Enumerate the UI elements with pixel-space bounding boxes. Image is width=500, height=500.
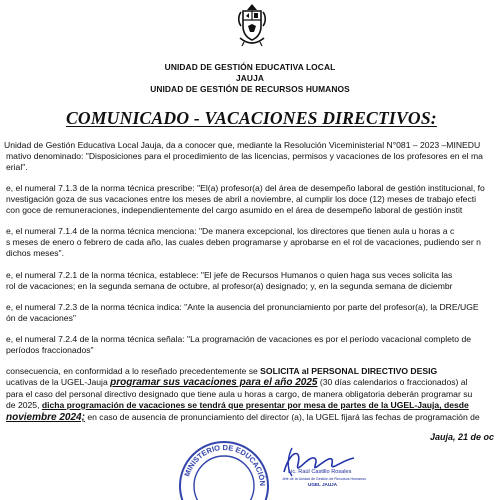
paragraph-text: ucativas de la UGEL-Jauja [6,377,111,387]
paragraph-line: e, el numeral 7.2.3 de la norma técnica indica: "Ante la ausencia del pronunciamiento por parte del profesor(a), la DRE/UGE [6,302,479,312]
signature-org: UGEL JAUJA [308,482,338,487]
signature-role: Jefe de la Unidad de Gestión de Recursos Humanos [282,477,366,481]
paragraph-line [6,377,467,388]
paragraph-text: consecuencia, en conformidad a lo reseñado precedentemente se [6,366,261,376]
paragraph-line [6,366,437,376]
paragraph-line: períodos fraccionados" [6,345,94,355]
paragraph-line: dichos meses". [6,248,64,258]
institution-stamp [176,438,272,500]
paragraph-line: e, el numeral 7.2.4 de la norma técnica señala: "La programación de vacaciones es por el período vacacional completo de [6,334,472,344]
paragraph-text: en caso de ausencia de pronunciamiento del director (a), la UGEL fijará las fechas de programación de [84,412,480,422]
page-title: COMUNICADO - VACACIONES DIRECTIVOS: [66,108,437,128]
header-line-ugel: UNIDAD DE GESTIÓN EDUCATIVA LOCAL [164,62,336,72]
paragraph-line: para el caso del personal directivo designado que tiene aula u horas a cargo, de manera obligatoria deberán programar su [6,389,473,399]
peru-coat-of-arms-icon [234,2,270,48]
paragraph-line: ón de vacaciones" [6,313,76,323]
paragraph-line: nvestigación goza de sus vacaciones entre los meses de abril a noviembre, al cumplir los doce (12) meses de trabajo efecti [6,194,477,204]
paragraph-line [6,400,469,410]
paragraph-line: con goce de remuneraciones, independientemente del cargo asumido en el área de desempeño laboral de gestión instit [6,205,463,215]
stamp-text: MINISTERIO DE EDUCACIÓN [182,442,268,487]
signature-name: Lic. Raúl Castillo Rosales [288,469,352,475]
paragraph-line: mativo denominado: "Disposiciones para el procedimiento de las licencias, permisos y vacaciones de los profesores en el ma [6,151,483,161]
paragraph-line: erial". [6,162,28,172]
header-line-jauja: JAUJA [236,73,264,83]
highlight-text: noviembre 2024; [6,412,85,423]
paragraph-text: (30 días calendarios o fraccionados) al [317,377,468,387]
document-date: Jauja, 21 de oc [430,432,495,442]
paragraph-line: Unidad de Gestión Educativa Local Jauja, da a conocer que, mediante la Resolución Viceministerial N°081 – 2023 –MINEDU [4,140,481,150]
paragraph-text: de 2025, [6,400,42,410]
highlight-text: dicha programación de vacaciones se tendrá que presentar por mesa de partes de la UGEL-Jauja, desde [41,400,469,410]
highlight-text: programar sus vacaciones para el año 2025 [110,377,318,388]
paragraph-line: e, el numeral 7.1.3 de la norma técnica prescribe: "El(a) profesor(a) del área de desempeño laboral de gestión institucional, fo [6,183,485,193]
paragraph-line: e, el numeral 7.2.1 de la norma técnica, establece: "El jefe de Recursos Humanos o quien haga sus veces solicita las [6,270,453,280]
paragraph-line: e, el numeral 7.1.4 de la norma técnica menciona: "De manera excepcional, los directores que tienen aula u horas a c [6,226,455,236]
paragraph-line: rol de vacaciones; en la segunda semana de octubre, al profesor(a) designado; y, en la segunda semana de diciembr [6,281,453,291]
signature-block [262,442,372,490]
paragraph-line [6,412,480,423]
highlight-text: SOLICITA al PERSONAL DIRECTIVO DESIG [260,366,438,376]
header-line-rrhh: UNIDAD DE GESTIÓN DE RECURSOS HUMANOS [150,84,350,94]
paragraph-line: s meses de enero o febrero de cada año, las cuales deben programarse y aprobarse en el rol de vacaciones, pudiendo ser n [6,237,481,247]
